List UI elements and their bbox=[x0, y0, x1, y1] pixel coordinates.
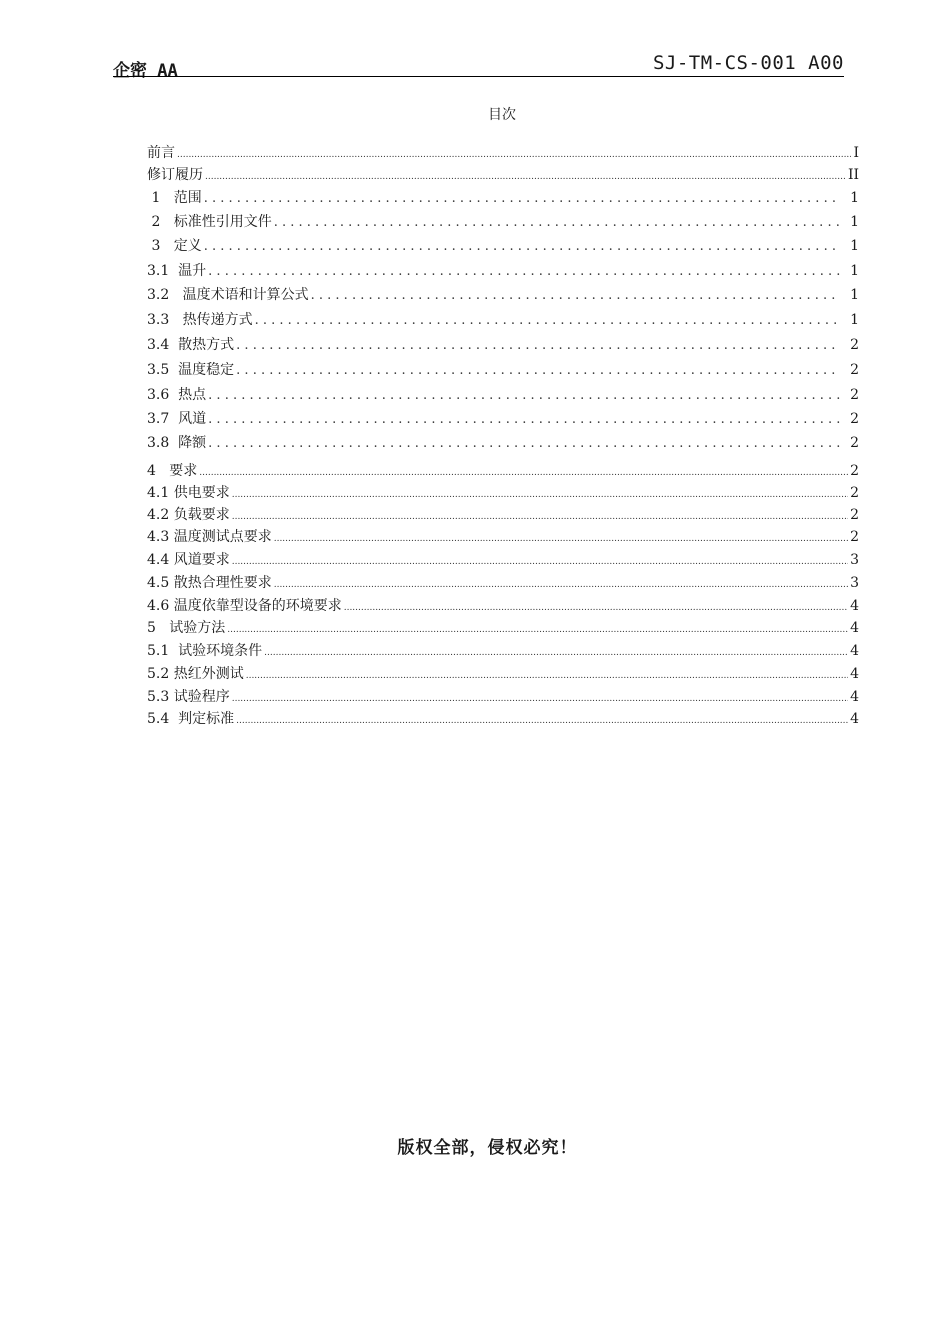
toc-entry[interactable] bbox=[147, 164, 859, 188]
copyright-notice: 版权全部，侵权必究！ bbox=[397, 1138, 578, 1158]
toc-entry[interactable] bbox=[147, 549, 859, 573]
toc-entry-title: 2 标准性引用文件 bbox=[147, 214, 272, 230]
toc-entry-title: 5.1 试验环境条件 bbox=[147, 643, 263, 659]
toc-entry-title: 4 要求 bbox=[147, 463, 198, 479]
toc-entry-title: 3 定义 bbox=[147, 238, 202, 254]
toc-entry[interactable] bbox=[147, 617, 859, 641]
toc-entry[interactable] bbox=[147, 432, 859, 455]
toc-entry-title: 4.5 散热合理性要求 bbox=[147, 575, 272, 591]
toc-entry-page: 3 bbox=[850, 575, 859, 591]
toc-leader-dots bbox=[236, 359, 840, 382]
toc-entry[interactable] bbox=[147, 460, 859, 484]
toc-entry[interactable] bbox=[147, 142, 859, 166]
toc-entry-page: 4 bbox=[850, 598, 859, 614]
toc-leader-dots bbox=[311, 284, 840, 307]
toc-entry-page: 1 bbox=[850, 214, 859, 230]
toc-entry-page: 1 bbox=[850, 263, 859, 279]
toc-entry[interactable] bbox=[147, 408, 859, 431]
toc-entry[interactable] bbox=[147, 595, 859, 619]
toc-entry[interactable] bbox=[147, 572, 859, 596]
toc-entry-page: 1 bbox=[850, 312, 859, 328]
header-rule bbox=[113, 76, 844, 77]
toc-entry[interactable] bbox=[147, 187, 859, 210]
toc-entry[interactable] bbox=[147, 359, 859, 382]
toc-leader-dots bbox=[274, 211, 840, 234]
toc-entry-title: 3.3 热传递方式 bbox=[147, 312, 253, 328]
toc-entry-title: 5 试验方法 bbox=[147, 620, 226, 636]
page-header-left: 企密 AA bbox=[113, 61, 178, 81]
toc-leader-dots bbox=[208, 260, 840, 283]
toc-entry[interactable] bbox=[147, 504, 859, 528]
toc-leader-dots bbox=[204, 187, 840, 210]
toc-leader-dots bbox=[236, 708, 848, 732]
toc-leader-dots bbox=[227, 617, 848, 641]
toc-entry[interactable] bbox=[147, 526, 859, 550]
toc-entry-page: 4 bbox=[850, 711, 859, 727]
toc-entry-title: 3.6 热点 bbox=[147, 387, 207, 403]
toc-leader-dots bbox=[236, 334, 840, 357]
toc-entry-title: 4.3 温度测试点要求 bbox=[147, 529, 272, 545]
toc-entry[interactable] bbox=[147, 482, 859, 506]
toc-leader-dots bbox=[177, 142, 851, 166]
toc-entry[interactable] bbox=[147, 640, 859, 664]
toc-entry-page: 2 bbox=[850, 529, 859, 545]
toc-entry[interactable] bbox=[147, 663, 859, 687]
toc-leader-dots bbox=[205, 164, 846, 188]
toc-entry-page: I bbox=[853, 145, 859, 161]
toc-entry-title: 1 范围 bbox=[147, 190, 202, 206]
toc-entry-page: 2 bbox=[850, 337, 859, 353]
toc-entry-page: 2 bbox=[850, 411, 859, 427]
toc-leader-dots bbox=[232, 686, 848, 710]
toc-entry-title: 3.4 散热方式 bbox=[147, 337, 235, 353]
toc-entry-page: 4 bbox=[850, 689, 859, 705]
toc-entry-page: 4 bbox=[850, 666, 859, 682]
toc-leader-dots bbox=[208, 432, 840, 455]
toc-leader-dots bbox=[264, 640, 848, 664]
toc-entry[interactable] bbox=[147, 260, 859, 283]
toc-entry-page: 2 bbox=[850, 387, 859, 403]
toc-leader-dots bbox=[232, 549, 848, 573]
toc-entry-title: 3.1 温升 bbox=[147, 263, 207, 279]
toc-leader-dots bbox=[232, 482, 848, 506]
toc-entry-title: 4.2 负载要求 bbox=[147, 507, 230, 523]
toc-entry[interactable] bbox=[147, 686, 859, 710]
toc-title: 目次 bbox=[488, 107, 516, 123]
toc-leader-dots bbox=[274, 572, 848, 596]
toc-entry-page: 2 bbox=[850, 362, 859, 378]
toc-entry-page: 4 bbox=[850, 620, 859, 636]
toc-entry-title: 5.3 试验程序 bbox=[147, 689, 230, 705]
toc-entry-title: 5.2 热红外测试 bbox=[147, 666, 244, 682]
toc-leader-dots bbox=[255, 309, 840, 332]
toc-entry-title: 3.2 温度术语和计算公式 bbox=[147, 287, 309, 303]
toc-leader-dots bbox=[199, 460, 848, 484]
toc-entry-title: 4.4 风道要求 bbox=[147, 552, 230, 568]
toc-entry-title: 前言 bbox=[147, 145, 175, 161]
toc-entry-title: 3.5 温度稳定 bbox=[147, 362, 235, 378]
toc-entry[interactable] bbox=[147, 708, 859, 732]
toc-entry-title: 修订履历 bbox=[147, 167, 203, 183]
toc-entry-page: II bbox=[847, 167, 859, 183]
toc-entry-page: 2 bbox=[850, 463, 859, 479]
toc-entry-page: 1 bbox=[850, 287, 859, 303]
toc-entry-title: 3.8 降额 bbox=[147, 435, 207, 451]
toc-entry[interactable] bbox=[147, 309, 859, 332]
toc-entry-page: 2 bbox=[850, 435, 859, 451]
toc-leader-dots bbox=[344, 595, 848, 619]
toc-leader-dots bbox=[232, 504, 848, 528]
toc-entry-page: 3 bbox=[850, 552, 859, 568]
toc-entry-page: 1 bbox=[850, 238, 859, 254]
toc-entry-page: 2 bbox=[850, 507, 859, 523]
toc-entry[interactable] bbox=[147, 235, 859, 258]
toc-entry-page: 1 bbox=[850, 190, 859, 206]
toc-entry[interactable] bbox=[147, 211, 859, 234]
toc-entry[interactable] bbox=[147, 284, 859, 307]
toc-leader-dots bbox=[208, 408, 840, 431]
toc-leader-dots bbox=[246, 663, 848, 687]
toc-leader-dots bbox=[204, 235, 840, 258]
toc-entry[interactable] bbox=[147, 334, 859, 357]
toc-entry[interactable] bbox=[147, 384, 859, 407]
toc-entry-title: 4.6 温度依靠型设备的环境要求 bbox=[147, 598, 342, 614]
toc-leader-dots bbox=[208, 384, 840, 407]
toc-leader-dots bbox=[274, 526, 848, 550]
toc-entry-page: 4 bbox=[850, 643, 859, 659]
toc-entry-title: 4.1 供电要求 bbox=[147, 485, 230, 501]
toc-entry-title: 5.4 判定标准 bbox=[147, 711, 235, 727]
document-code: SJ-TM-CS-001 A00 bbox=[652, 52, 844, 74]
toc-entry-title: 3.7 风道 bbox=[147, 411, 207, 427]
toc-entry-page: 2 bbox=[850, 485, 859, 501]
